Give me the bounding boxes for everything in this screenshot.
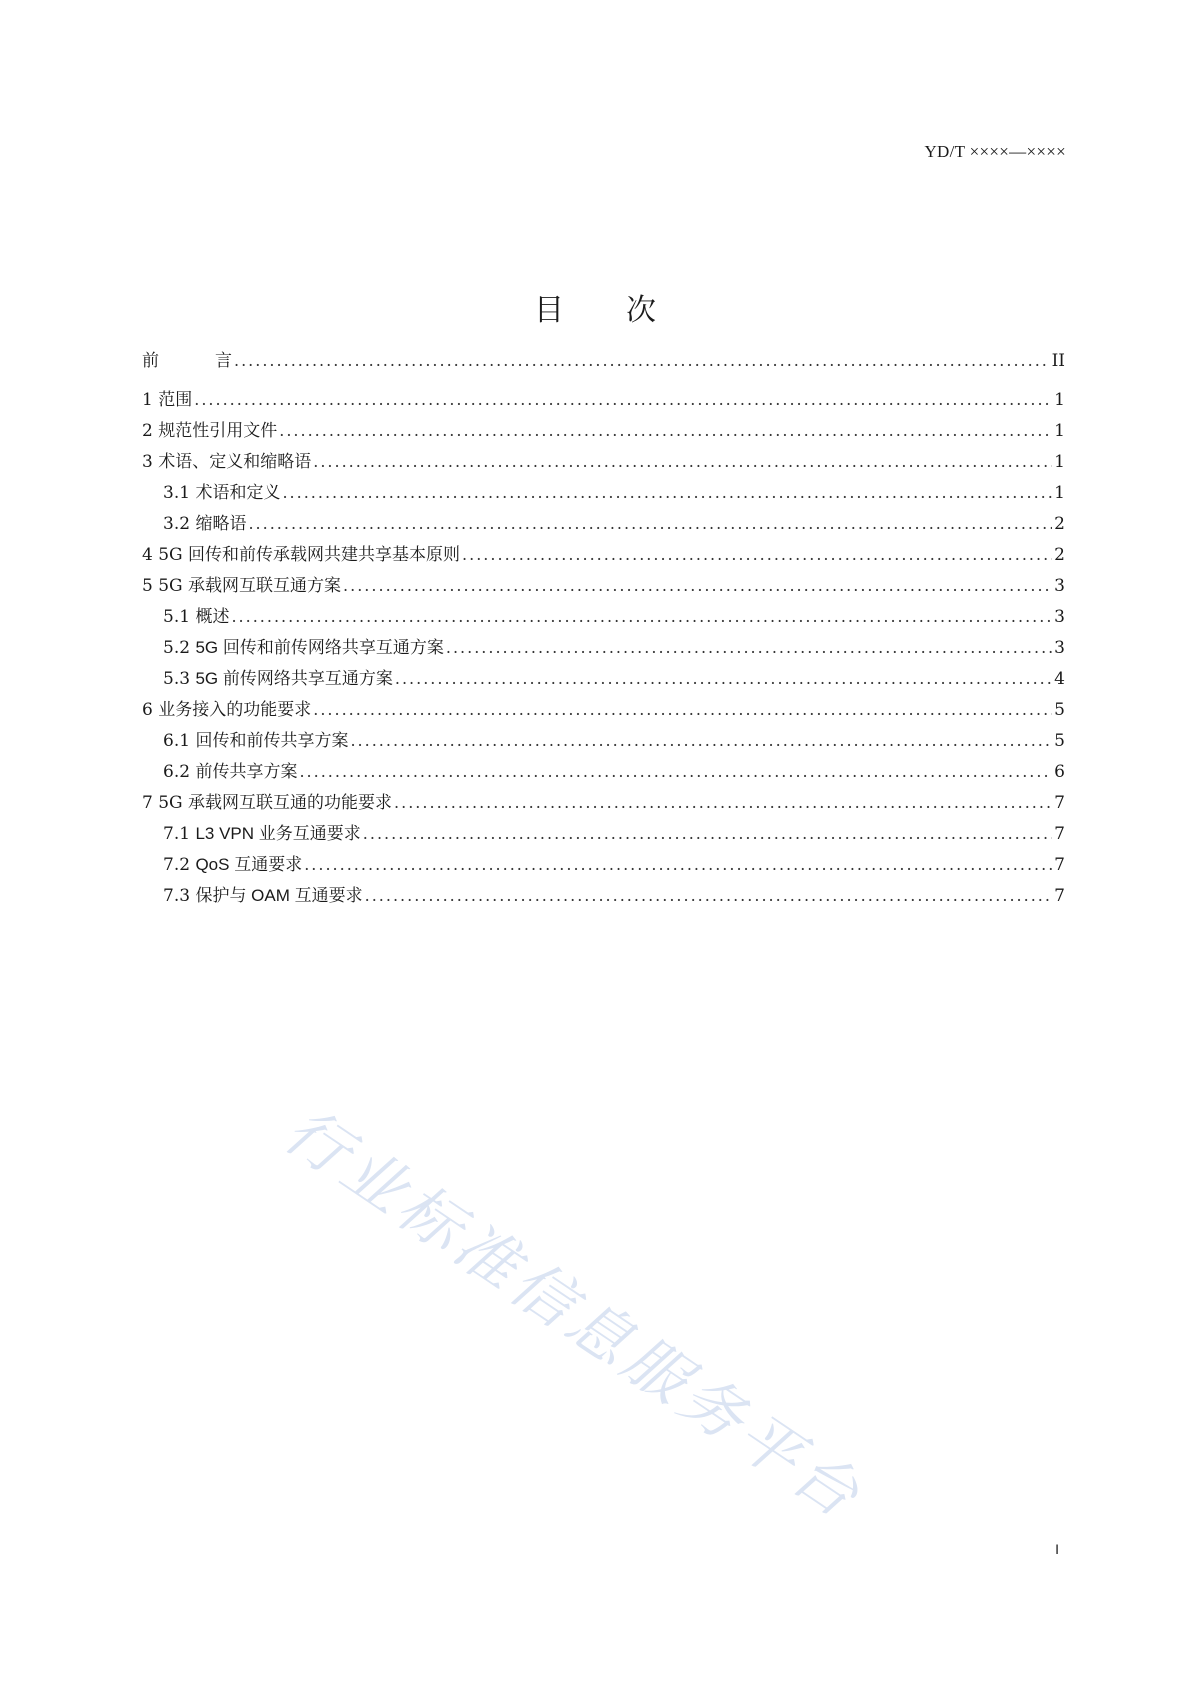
toc-title-char-1: 目 <box>534 293 564 328</box>
toc-entry-page: 7 <box>1054 855 1065 875</box>
toc-entry-7[interactable] <box>142 787 1065 818</box>
toc-entry-label <box>142 447 311 478</box>
toc-entry-page: II <box>1051 351 1065 371</box>
toc-entry-5[interactable] <box>142 570 1065 601</box>
toc-entry-label <box>142 346 232 377</box>
toc-entry-label <box>163 757 297 788</box>
toc-entry-text: 规范性引用文件 <box>158 421 278 441</box>
page-number: I <box>1055 1541 1059 1557</box>
document-code: YD/T ××××—×××× <box>924 142 1066 161</box>
toc-entry-3[interactable] <box>142 446 1065 477</box>
toc-title <box>0 285 1190 329</box>
toc-entry-page: 2 <box>1054 514 1065 534</box>
toc-entry-label <box>142 788 392 819</box>
toc-leader-dots <box>304 849 1052 880</box>
toc-title-char-2: 次 <box>626 293 656 328</box>
toc-entry-label <box>163 478 280 509</box>
toc-entry-page: 2 <box>1054 545 1065 565</box>
toc-entry-label <box>142 416 277 447</box>
toc-leader-dots <box>394 787 1052 818</box>
toc-leader-dots <box>350 725 1052 756</box>
toc-entry-text: 术语、定义和缩略语 <box>158 452 312 472</box>
toc-entry-number: 3.1 <box>163 483 196 503</box>
toc-entry-text: 术语和定义 <box>195 483 281 503</box>
toc-entry-text: QoS 互通要求 <box>195 855 303 874</box>
toc-leader-dots <box>365 880 1053 911</box>
toc-entry-page: 3 <box>1054 576 1065 596</box>
toc-entry-1[interactable] <box>142 384 1065 415</box>
toc-entry-number: 5 <box>142 576 159 596</box>
toc-entry-7-3[interactable] <box>142 880 1065 911</box>
toc-entry-label <box>163 663 393 695</box>
toc-entry-2[interactable] <box>142 415 1065 446</box>
toc-entry-text: 5G 回传和前传承载网共建共享基本原则 <box>158 545 461 565</box>
toc-entry-page: 3 <box>1054 607 1065 627</box>
toc-entry-page: 5 <box>1054 731 1065 751</box>
toc-entry-text: 范围 <box>158 390 193 410</box>
toc-entry-preface[interactable] <box>142 345 1065 376</box>
toc-leader-dots <box>462 539 1052 570</box>
toc-entry-text: 缩略语 <box>195 514 247 534</box>
preface-label-char-2: 言 <box>215 351 232 371</box>
toc-entry-text: 5G 承载网互联互通方案 <box>158 576 342 596</box>
toc-entry-number: 2 <box>142 421 159 441</box>
toc-entry-page: 5 <box>1054 700 1065 720</box>
toc-entry-number: 3.2 <box>163 514 196 534</box>
toc-entry-label <box>142 385 192 416</box>
toc-leader-dots <box>395 663 1052 694</box>
toc-entry-text: 5G 回传和前传网络共享互通方案 <box>195 638 444 657</box>
toc-entry-number: 7.1 <box>163 824 196 844</box>
toc-entry-number: 6.2 <box>163 762 196 782</box>
toc-entry-6[interactable] <box>142 694 1065 725</box>
toc-entry-number: 4 <box>142 545 159 565</box>
toc-leader-dots <box>279 415 1052 446</box>
toc-entry-text: 回传和前传共享方案 <box>195 731 349 751</box>
toc-list <box>142 345 1065 911</box>
toc-entry-label <box>142 571 341 602</box>
toc-leader-dots <box>248 508 1052 539</box>
toc-entry-number: 6.1 <box>163 731 196 751</box>
toc-entry-label <box>163 602 229 633</box>
toc-entry-number: 1 <box>142 390 159 410</box>
toc-entry-page: 1 <box>1054 483 1065 503</box>
toc-entry-page: 4 <box>1054 669 1065 689</box>
toc-entry-page: 7 <box>1054 824 1065 844</box>
toc-entry-text: 保护与 OAM 互通要求 <box>195 886 363 905</box>
toc-leader-dots <box>363 818 1052 849</box>
toc-entry-text: 5G 承载网互联互通的功能要求 <box>158 793 393 813</box>
toc-entry-label <box>142 540 460 571</box>
toc-leader-dots <box>231 601 1052 632</box>
toc-entry-text: 5G 前传网络共享互通方案 <box>195 669 393 688</box>
toc-entry-7-1[interactable] <box>142 818 1065 849</box>
toc-entry-page: 3 <box>1054 638 1065 658</box>
toc-leader-dots <box>299 756 1052 787</box>
toc-leader-dots <box>194 384 1052 415</box>
toc-entry-label <box>142 695 311 726</box>
toc-entry-5-2[interactable] <box>142 632 1065 663</box>
toc-entry-number: 3 <box>142 452 159 472</box>
toc-entry-3-1[interactable] <box>142 477 1065 508</box>
toc-entry-4[interactable] <box>142 539 1065 570</box>
toc-entry-number: 6 <box>142 700 159 720</box>
toc-entry-page: 1 <box>1054 452 1065 472</box>
toc-entry-label <box>163 818 361 850</box>
toc-entry-5-3[interactable] <box>142 663 1065 694</box>
toc-entry-page: 7 <box>1054 886 1065 906</box>
toc-entry-text: 业务接入的功能要求 <box>158 700 312 720</box>
toc-entry-label <box>163 880 363 912</box>
toc-entry-7-2[interactable] <box>142 849 1065 880</box>
toc-entry-number: 5.2 <box>163 638 196 658</box>
toc-leader-dots <box>234 345 1050 376</box>
watermark: 行业标准信息服务平台 <box>271 1093 877 1535</box>
toc-leader-dots <box>282 477 1052 508</box>
toc-entry-number: 7 <box>142 793 159 813</box>
toc-entry-text: 前传共享方案 <box>195 762 298 782</box>
toc-entry-label <box>163 509 246 540</box>
toc-entry-page: 7 <box>1054 793 1065 813</box>
toc-entry-page: 1 <box>1054 390 1065 410</box>
toc-entry-number: 7.2 <box>163 855 196 875</box>
toc-entry-label <box>163 726 348 757</box>
toc-entry-number: 5.3 <box>163 669 196 689</box>
toc-entry-number: 7.3 <box>163 886 196 906</box>
toc-leader-dots <box>313 446 1052 477</box>
toc-leader-dots <box>446 632 1052 663</box>
toc-entry-label <box>163 632 444 664</box>
toc-entry-text: 概述 <box>195 607 230 627</box>
toc-entry-page: 6 <box>1054 762 1065 782</box>
toc-entry-3-2[interactable] <box>142 508 1065 539</box>
toc-entry-5-1[interactable] <box>142 601 1065 632</box>
preface-label-char-1: 前 <box>142 351 159 371</box>
toc-entry-page: 1 <box>1054 421 1065 441</box>
toc-entry-label <box>163 849 302 881</box>
toc-entry-number: 5.1 <box>163 607 196 627</box>
toc-entry-6-1[interactable] <box>142 725 1065 756</box>
toc-leader-dots <box>313 694 1052 725</box>
toc-entry-6-2[interactable] <box>142 756 1065 787</box>
toc-leader-dots <box>343 570 1052 601</box>
toc-entry-text: L3 VPN 业务互通要求 <box>195 824 361 843</box>
